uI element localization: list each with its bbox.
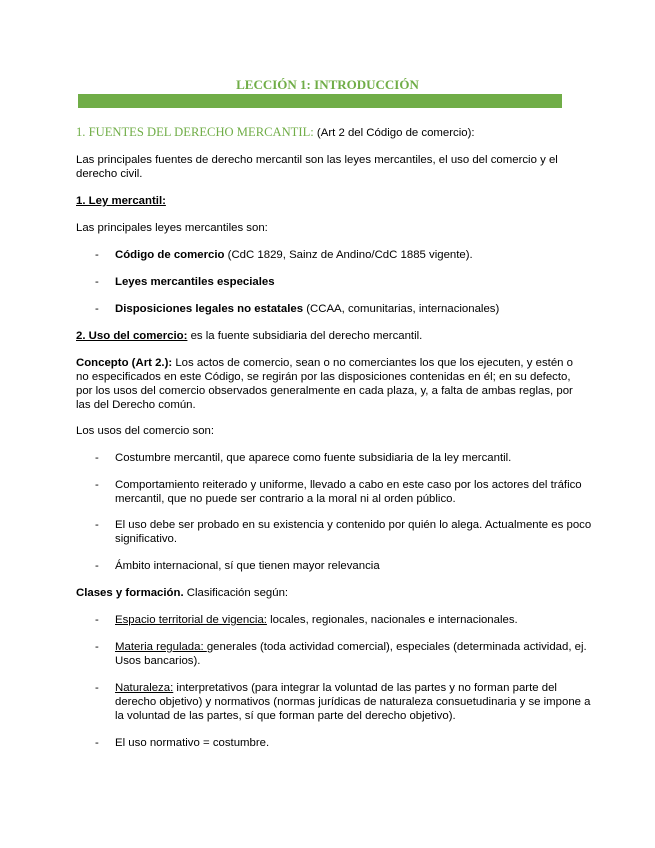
list-item bbox=[95, 478, 600, 506]
bullet-dash: - bbox=[95, 614, 99, 626]
bullet-dash: - bbox=[95, 641, 99, 653]
bullet-dash: - bbox=[95, 682, 99, 694]
list-item bbox=[95, 518, 600, 546]
list-item bbox=[95, 275, 600, 289]
uso-heading-label: 2. Uso del comercio: bbox=[76, 330, 188, 342]
bullet-dash: - bbox=[95, 737, 99, 749]
list-item-text: interpretativos (para integrar la voluntad de las partes y no forman parte del derecho objetivo) y normativos (normas jurídicas de naturaleza consuetudinaria y se impone a la voluntad de las partes, sí que forman parte del derecho objetivo). bbox=[115, 682, 591, 722]
usos-intro: Los usos del comercio son: bbox=[76, 425, 215, 437]
list-item-text: El uso normativo = costumbre. bbox=[115, 737, 270, 749]
list-item-text: Costumbre mercantil, que aparece como fuente subsidiaria de la ley mercantil. bbox=[115, 452, 512, 464]
concepto-label: Concepto (Art 2.): bbox=[76, 357, 173, 369]
list-item bbox=[95, 613, 600, 627]
bullet-dash: - bbox=[95, 249, 99, 261]
ley-intro: Las principales leyes mercantiles son: bbox=[76, 222, 268, 234]
bullet-dash: - bbox=[95, 452, 99, 464]
bullet-dash: - bbox=[95, 519, 99, 531]
list-item bbox=[95, 248, 600, 262]
list-item-underlined: Materia regulada: bbox=[115, 641, 207, 653]
clases-text: Clasificación según: bbox=[183, 587, 289, 599]
section-heading bbox=[76, 125, 576, 140]
list-item bbox=[95, 559, 600, 573]
bullet-dash: - bbox=[95, 479, 99, 491]
list-item-text: Ámbito internacional, sí que tienen mayor relevancia bbox=[115, 560, 380, 572]
list-item-text: El uso debe ser probado en su existencia y contenido por quién lo alega. Actualmente es poco significativo. bbox=[115, 519, 592, 545]
list-item-text: (CCAA, comunitarias, internacionales) bbox=[303, 303, 500, 315]
uso-heading-text: es la fuente subsidiaria del derecho mercantil. bbox=[187, 330, 423, 342]
list-item bbox=[95, 681, 600, 723]
list-item bbox=[95, 736, 600, 750]
list-item bbox=[95, 640, 600, 668]
list-item-text: generales (toda actividad comercial), especiales (determinada actividad, ej. Usos bancarios). bbox=[115, 641, 587, 667]
section-heading-label: 1. FUENTES DEL DERECHO MERCANTIL: bbox=[76, 125, 314, 139]
list-item-bold: Código de comercio bbox=[115, 249, 225, 261]
section-intro: Las principales fuentes de derecho mercantil son las leyes mercantiles, el uso del comercio y el derecho civil. bbox=[76, 154, 558, 180]
list-item bbox=[95, 302, 600, 316]
list-item-bold: Disposiciones legales no estatales bbox=[115, 303, 304, 315]
uso-heading bbox=[76, 329, 576, 343]
clases-heading bbox=[76, 586, 576, 600]
ley-heading bbox=[76, 194, 576, 208]
concepto-paragraph bbox=[76, 356, 576, 412]
list-item-text: (CdC 1829, Sainz de Andino/CdC 1885 vigente). bbox=[224, 249, 473, 261]
list-item bbox=[95, 451, 600, 465]
list-item-underlined: Naturaleza: bbox=[115, 682, 174, 694]
concepto-text: Los actos de comercio, sean o no comerciantes los que los ejecuten, y estén o no especificados en este Código, se regirán por las disposiciones contenidas en él; en su defecto, por los usos del comercio observados generalmente en cada plaza, y, a falta de ambas reglas, por las del Derecho común. bbox=[76, 357, 573, 411]
list-item-text: locales, regionales, nacionales e internacionales. bbox=[266, 614, 518, 626]
list-item-text: Comportamiento reiterado y uniforme, llevado a cabo en este caso por los actores del tráfico mercantil, que no puede ser contrario a la moral ni al orden público. bbox=[115, 479, 582, 505]
bullet-dash: - bbox=[95, 303, 99, 315]
title-underline-bar bbox=[78, 94, 562, 108]
bullet-dash: - bbox=[95, 560, 99, 572]
section-heading-note: (Art 2 del Código de comercio): bbox=[313, 127, 475, 139]
list-item-underlined: Espacio territorial de vigencia: bbox=[115, 614, 267, 626]
clases-label: Clases y formación. bbox=[76, 587, 184, 599]
lesson-title: LECCIÓN 1: INTRODUCCIÓN bbox=[236, 77, 419, 92]
list-item-bold: Leyes mercantiles especiales bbox=[115, 276, 275, 288]
ley-heading-label: 1. Ley mercantil: bbox=[76, 195, 166, 207]
bullet-dash: - bbox=[95, 276, 99, 288]
